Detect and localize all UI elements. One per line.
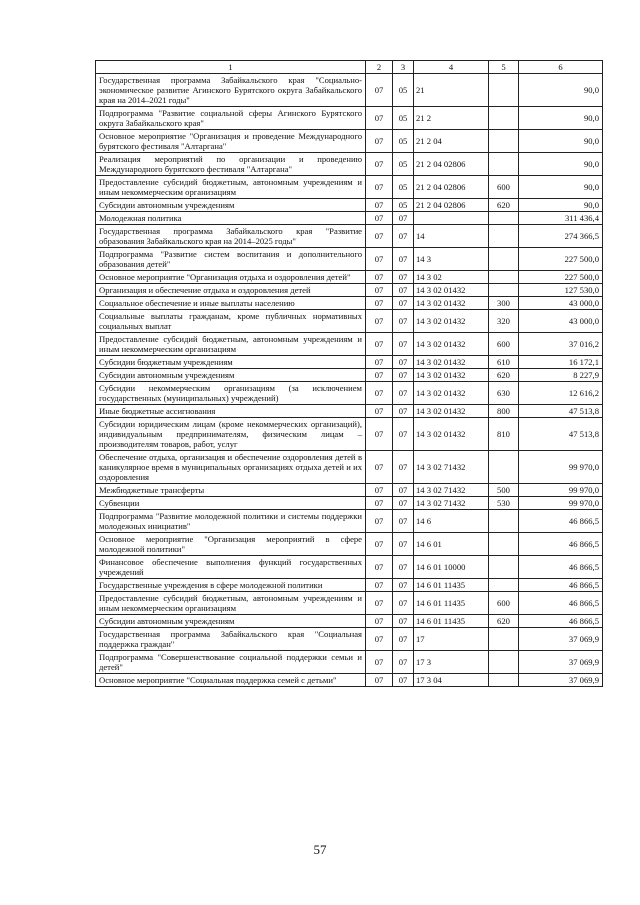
amount-cell: 47 513,8 bbox=[519, 418, 603, 451]
table-row bbox=[96, 533, 603, 556]
subsection-code-cell: 07 bbox=[393, 248, 414, 271]
row-name-cell: Предоставление субсидий бюджетным, автономным учреждениям и иным некоммерческим организациям bbox=[96, 333, 366, 356]
row-name-cell: Подпрограмма "Совершенствование социальной поддержки семьи и детей" bbox=[96, 651, 366, 674]
expense-type-cell bbox=[489, 451, 519, 484]
target-article-cell: 14 3 02 01432 bbox=[414, 382, 489, 405]
section-code-cell: 07 bbox=[366, 405, 393, 418]
subsection-code-cell: 07 bbox=[393, 674, 414, 687]
amount-cell: 99 970,0 bbox=[519, 484, 603, 497]
budget-table bbox=[95, 60, 603, 687]
expense-type-cell: 810 bbox=[489, 418, 519, 451]
section-code-cell: 07 bbox=[366, 297, 393, 310]
row-name-cell: Молодежная политика bbox=[96, 212, 366, 225]
amount-cell: 37 016,2 bbox=[519, 333, 603, 356]
subsection-code-cell: 05 bbox=[393, 107, 414, 130]
section-code-cell: 07 bbox=[366, 199, 393, 212]
target-article-cell bbox=[414, 212, 489, 225]
target-article-cell: 14 3 02 71432 bbox=[414, 497, 489, 510]
target-article-cell: 14 3 bbox=[414, 248, 489, 271]
section-code-cell: 07 bbox=[366, 74, 393, 107]
row-name-cell: Основное мероприятие "Организация и проведение Международного бурятского фестиваля "Алтаргана" bbox=[96, 130, 366, 153]
row-name-cell: Субсидии автономным учреждениям bbox=[96, 615, 366, 628]
expense-type-cell bbox=[489, 533, 519, 556]
table-row bbox=[96, 107, 603, 130]
table-row bbox=[96, 153, 603, 176]
section-code-cell: 07 bbox=[366, 497, 393, 510]
subsection-code-cell: 07 bbox=[393, 284, 414, 297]
expense-type-cell bbox=[489, 284, 519, 297]
row-name-cell: Предоставление субсидий бюджетным, автономным учреждениям и иным некоммерческим организациям bbox=[96, 592, 366, 615]
table-row bbox=[96, 628, 603, 651]
row-name-cell: Государственная программа Забайкальского края "Социально-экономическое развитие Агинского Бурятского округа Забайкальского края на 2014–2021 годы" bbox=[96, 74, 366, 107]
table-header-row bbox=[96, 61, 603, 74]
section-code-cell: 07 bbox=[366, 674, 393, 687]
amount-cell: 47 513,8 bbox=[519, 405, 603, 418]
amount-cell: 46 866,5 bbox=[519, 579, 603, 592]
target-article-cell: 14 bbox=[414, 225, 489, 248]
expense-type-cell bbox=[489, 248, 519, 271]
expense-type-cell bbox=[489, 74, 519, 107]
table-row bbox=[96, 199, 603, 212]
section-code-cell: 07 bbox=[366, 579, 393, 592]
subsection-code-cell: 05 bbox=[393, 74, 414, 107]
amount-cell: 46 866,5 bbox=[519, 533, 603, 556]
amount-cell: 90,0 bbox=[519, 153, 603, 176]
table-row bbox=[96, 284, 603, 297]
section-code-cell: 07 bbox=[366, 356, 393, 369]
section-code-cell: 07 bbox=[366, 510, 393, 533]
expense-type-cell: 630 bbox=[489, 382, 519, 405]
row-name-cell: Межбюджетные трансферты bbox=[96, 484, 366, 497]
table-row bbox=[96, 176, 603, 199]
amount-cell: 90,0 bbox=[519, 199, 603, 212]
subsection-code-cell: 05 bbox=[393, 199, 414, 212]
amount-cell: 46 866,5 bbox=[519, 592, 603, 615]
row-name-cell: Подпрограмма "Развитие социальной сферы Агинского Бурятского округа Забайкальского края" bbox=[96, 107, 366, 130]
subsection-code-cell: 07 bbox=[393, 484, 414, 497]
section-code-cell: 07 bbox=[366, 533, 393, 556]
target-article-cell: 14 6 01 11435 bbox=[414, 592, 489, 615]
row-name-cell: Организация и обеспечение отдыха и оздоровления детей bbox=[96, 284, 366, 297]
table-row bbox=[96, 418, 603, 451]
table-row bbox=[96, 225, 603, 248]
section-code-cell: 07 bbox=[366, 615, 393, 628]
row-name-cell: Государственная программа Забайкальского края "Социальная поддержка граждан" bbox=[96, 628, 366, 651]
section-code-cell: 07 bbox=[366, 225, 393, 248]
subsection-code-cell: 07 bbox=[393, 382, 414, 405]
target-article-cell: 14 3 02 01432 bbox=[414, 418, 489, 451]
header-cell: 6 bbox=[519, 61, 603, 74]
row-name-cell: Субвенции bbox=[96, 497, 366, 510]
target-article-cell: 21 2 bbox=[414, 107, 489, 130]
section-code-cell: 07 bbox=[366, 248, 393, 271]
row-name-cell: Основное мероприятие "Социальная поддержка семей с детьми" bbox=[96, 674, 366, 687]
subsection-code-cell: 07 bbox=[393, 297, 414, 310]
subsection-code-cell: 05 bbox=[393, 130, 414, 153]
expense-type-cell bbox=[489, 153, 519, 176]
expense-type-cell: 600 bbox=[489, 176, 519, 199]
section-code-cell: 07 bbox=[366, 212, 393, 225]
amount-cell: 227 500,0 bbox=[519, 248, 603, 271]
expense-type-cell bbox=[489, 107, 519, 130]
row-name-cell: Предоставление субсидий бюджетным, автономным учреждениям и иным некоммерческим организациям bbox=[96, 176, 366, 199]
row-name-cell: Субсидии автономным учреждениям bbox=[96, 199, 366, 212]
subsection-code-cell: 07 bbox=[393, 451, 414, 484]
target-article-cell: 14 3 02 71432 bbox=[414, 484, 489, 497]
subsection-code-cell: 07 bbox=[393, 271, 414, 284]
target-article-cell: 14 3 02 bbox=[414, 271, 489, 284]
subsection-code-cell: 05 bbox=[393, 153, 414, 176]
section-code-cell: 07 bbox=[366, 382, 393, 405]
expense-type-cell: 620 bbox=[489, 199, 519, 212]
header-cell: 3 bbox=[393, 61, 414, 74]
subsection-code-cell: 07 bbox=[393, 418, 414, 451]
amount-cell: 99 970,0 bbox=[519, 451, 603, 484]
table-row bbox=[96, 356, 603, 369]
subsection-code-cell: 07 bbox=[393, 497, 414, 510]
expense-type-cell bbox=[489, 651, 519, 674]
header-cell: 1 bbox=[96, 61, 366, 74]
amount-cell: 127 530,0 bbox=[519, 284, 603, 297]
section-code-cell: 07 bbox=[366, 130, 393, 153]
row-name-cell: Подпрограмма "Развитие систем воспитания и дополнительного образования детей" bbox=[96, 248, 366, 271]
table-row bbox=[96, 271, 603, 284]
target-article-cell: 14 3 02 01432 bbox=[414, 284, 489, 297]
expense-type-cell: 600 bbox=[489, 592, 519, 615]
expense-type-cell bbox=[489, 271, 519, 284]
subsection-code-cell: 07 bbox=[393, 533, 414, 556]
row-name-cell: Государственные учреждения в сфере молодежной политики bbox=[96, 579, 366, 592]
expense-type-cell bbox=[489, 225, 519, 248]
target-article-cell: 14 3 02 01432 bbox=[414, 333, 489, 356]
expense-type-cell: 300 bbox=[489, 297, 519, 310]
row-name-cell: Государственная программа Забайкальского края "Развитие образования Забайкальского края на 2014–2025 годы" bbox=[96, 225, 366, 248]
target-article-cell: 21 bbox=[414, 74, 489, 107]
subsection-code-cell: 07 bbox=[393, 628, 414, 651]
subsection-code-cell: 07 bbox=[393, 310, 414, 333]
section-code-cell: 07 bbox=[366, 284, 393, 297]
table-row bbox=[96, 248, 603, 271]
expense-type-cell bbox=[489, 579, 519, 592]
amount-cell: 37 069,9 bbox=[519, 651, 603, 674]
page-number: 57 bbox=[313, 842, 327, 857]
table-row bbox=[96, 212, 603, 225]
amount-cell: 43 000,0 bbox=[519, 297, 603, 310]
table-row bbox=[96, 130, 603, 153]
row-name-cell: Социальное обеспечение и иные выплаты населению bbox=[96, 297, 366, 310]
table-row bbox=[96, 615, 603, 628]
target-article-cell: 14 3 02 01432 bbox=[414, 297, 489, 310]
amount-cell: 12 616,2 bbox=[519, 382, 603, 405]
expense-type-cell: 620 bbox=[489, 369, 519, 382]
expense-type-cell bbox=[489, 510, 519, 533]
expense-type-cell bbox=[489, 556, 519, 579]
target-article-cell: 14 3 02 01432 bbox=[414, 369, 489, 382]
target-article-cell: 14 6 01 bbox=[414, 533, 489, 556]
amount-cell: 274 366,5 bbox=[519, 225, 603, 248]
subsection-code-cell: 07 bbox=[393, 579, 414, 592]
target-article-cell: 14 6 01 11435 bbox=[414, 615, 489, 628]
target-article-cell: 14 6 bbox=[414, 510, 489, 533]
subsection-code-cell: 05 bbox=[393, 176, 414, 199]
row-name-cell: Субсидии юридическим лицам (кроме некоммерческих организаций), индивидуальным предпринимателям, физическим лицам – производителям товаров, работ, услуг bbox=[96, 418, 366, 451]
expense-type-cell bbox=[489, 628, 519, 651]
subsection-code-cell: 07 bbox=[393, 369, 414, 382]
expense-type-cell: 320 bbox=[489, 310, 519, 333]
subsection-code-cell: 07 bbox=[393, 615, 414, 628]
target-article-cell: 17 bbox=[414, 628, 489, 651]
amount-cell: 46 866,5 bbox=[519, 615, 603, 628]
section-code-cell: 07 bbox=[366, 628, 393, 651]
header-cell: 2 bbox=[366, 61, 393, 74]
table-row bbox=[96, 405, 603, 418]
target-article-cell: 14 6 01 10000 bbox=[414, 556, 489, 579]
amount-cell: 46 866,5 bbox=[519, 556, 603, 579]
subsection-code-cell: 07 bbox=[393, 333, 414, 356]
amount-cell: 37 069,9 bbox=[519, 674, 603, 687]
table-row bbox=[96, 556, 603, 579]
row-name-cell: Субсидии бюджетным учреждениям bbox=[96, 356, 366, 369]
row-name-cell: Иные бюджетные ассигнования bbox=[96, 405, 366, 418]
target-article-cell: 21 2 04 02806 bbox=[414, 153, 489, 176]
target-article-cell: 14 6 01 11435 bbox=[414, 579, 489, 592]
header-cell: 4 bbox=[414, 61, 489, 74]
amount-cell: 227 500,0 bbox=[519, 271, 603, 284]
expense-type-cell: 800 bbox=[489, 405, 519, 418]
expense-type-cell: 600 bbox=[489, 333, 519, 356]
table-row bbox=[96, 651, 603, 674]
section-code-cell: 07 bbox=[366, 310, 393, 333]
target-article-cell: 17 3 bbox=[414, 651, 489, 674]
section-code-cell: 07 bbox=[366, 651, 393, 674]
section-code-cell: 07 bbox=[366, 153, 393, 176]
expense-type-cell: 530 bbox=[489, 497, 519, 510]
amount-cell: 90,0 bbox=[519, 74, 603, 107]
table-row bbox=[96, 382, 603, 405]
row-name-cell: Обеспечение отдыха, организация и обеспечение оздоровления детей в каникулярное время в муниципальных организациях отдыха детей и их оздоровления bbox=[96, 451, 366, 484]
row-name-cell: Основное мероприятие "Организация мероприятий в сфере молодежной политики" bbox=[96, 533, 366, 556]
table-row bbox=[96, 369, 603, 382]
table-row bbox=[96, 510, 603, 533]
section-code-cell: 07 bbox=[366, 333, 393, 356]
subsection-code-cell: 07 bbox=[393, 556, 414, 579]
amount-cell: 90,0 bbox=[519, 176, 603, 199]
table-row bbox=[96, 310, 603, 333]
amount-cell: 43 000,0 bbox=[519, 310, 603, 333]
row-name-cell: Подпрограмма "Развитие молодежной политики и системы поддержки молодежных инициатив" bbox=[96, 510, 366, 533]
section-code-cell: 07 bbox=[366, 176, 393, 199]
section-code-cell: 07 bbox=[366, 451, 393, 484]
expense-type-cell: 610 bbox=[489, 356, 519, 369]
target-article-cell: 21 2 04 02806 bbox=[414, 176, 489, 199]
section-code-cell: 07 bbox=[366, 107, 393, 130]
table-row bbox=[96, 333, 603, 356]
section-code-cell: 07 bbox=[366, 484, 393, 497]
section-code-cell: 07 bbox=[366, 418, 393, 451]
subsection-code-cell: 07 bbox=[393, 212, 414, 225]
table-row bbox=[96, 74, 603, 107]
table-row bbox=[96, 484, 603, 497]
row-name-cell: Основное мероприятие "Организация отдыха и оздоровления детей" bbox=[96, 271, 366, 284]
subsection-code-cell: 07 bbox=[393, 356, 414, 369]
subsection-code-cell: 07 bbox=[393, 225, 414, 248]
amount-cell: 46 866,5 bbox=[519, 510, 603, 533]
row-name-cell: Реализация мероприятий по организации и проведению Международного бурятского фестиваля "Алтаргана" bbox=[96, 153, 366, 176]
amount-cell: 8 227,9 bbox=[519, 369, 603, 382]
target-article-cell: 21 2 04 02806 bbox=[414, 199, 489, 212]
expense-type-cell bbox=[489, 674, 519, 687]
subsection-code-cell: 07 bbox=[393, 405, 414, 418]
target-article-cell: 17 3 04 bbox=[414, 674, 489, 687]
expense-type-cell: 620 bbox=[489, 615, 519, 628]
table-row bbox=[96, 497, 603, 510]
table-row bbox=[96, 297, 603, 310]
section-code-cell: 07 bbox=[366, 369, 393, 382]
amount-cell: 90,0 bbox=[519, 107, 603, 130]
target-article-cell: 14 3 02 01432 bbox=[414, 356, 489, 369]
subsection-code-cell: 07 bbox=[393, 510, 414, 533]
target-article-cell: 21 2 04 bbox=[414, 130, 489, 153]
section-code-cell: 07 bbox=[366, 556, 393, 579]
section-code-cell: 07 bbox=[366, 592, 393, 615]
header-cell: 5 bbox=[489, 61, 519, 74]
amount-cell: 90,0 bbox=[519, 130, 603, 153]
row-name-cell: Субсидии некоммерческим организациям (за исключением государственных (муниципальных) учреждений) bbox=[96, 382, 366, 405]
table-row bbox=[96, 451, 603, 484]
section-code-cell: 07 bbox=[366, 271, 393, 284]
amount-cell: 16 172,1 bbox=[519, 356, 603, 369]
row-name-cell: Финансовое обеспечение выполнения функций государственных учреждений bbox=[96, 556, 366, 579]
amount-cell: 99 970,0 bbox=[519, 497, 603, 510]
table-row bbox=[96, 579, 603, 592]
amount-cell: 311 436,4 bbox=[519, 212, 603, 225]
expense-type-cell bbox=[489, 130, 519, 153]
table-row bbox=[96, 592, 603, 615]
target-article-cell: 14 3 02 01432 bbox=[414, 310, 489, 333]
target-article-cell: 14 3 02 71432 bbox=[414, 451, 489, 484]
amount-cell: 37 069,9 bbox=[519, 628, 603, 651]
target-article-cell: 14 3 02 01432 bbox=[414, 405, 489, 418]
expense-type-cell: 500 bbox=[489, 484, 519, 497]
row-name-cell: Социальные выплаты гражданам, кроме публичных нормативных социальных выплат bbox=[96, 310, 366, 333]
table-row bbox=[96, 674, 603, 687]
subsection-code-cell: 07 bbox=[393, 651, 414, 674]
subsection-code-cell: 07 bbox=[393, 592, 414, 615]
row-name-cell: Субсидии автономным учреждениям bbox=[96, 369, 366, 382]
expense-type-cell bbox=[489, 212, 519, 225]
